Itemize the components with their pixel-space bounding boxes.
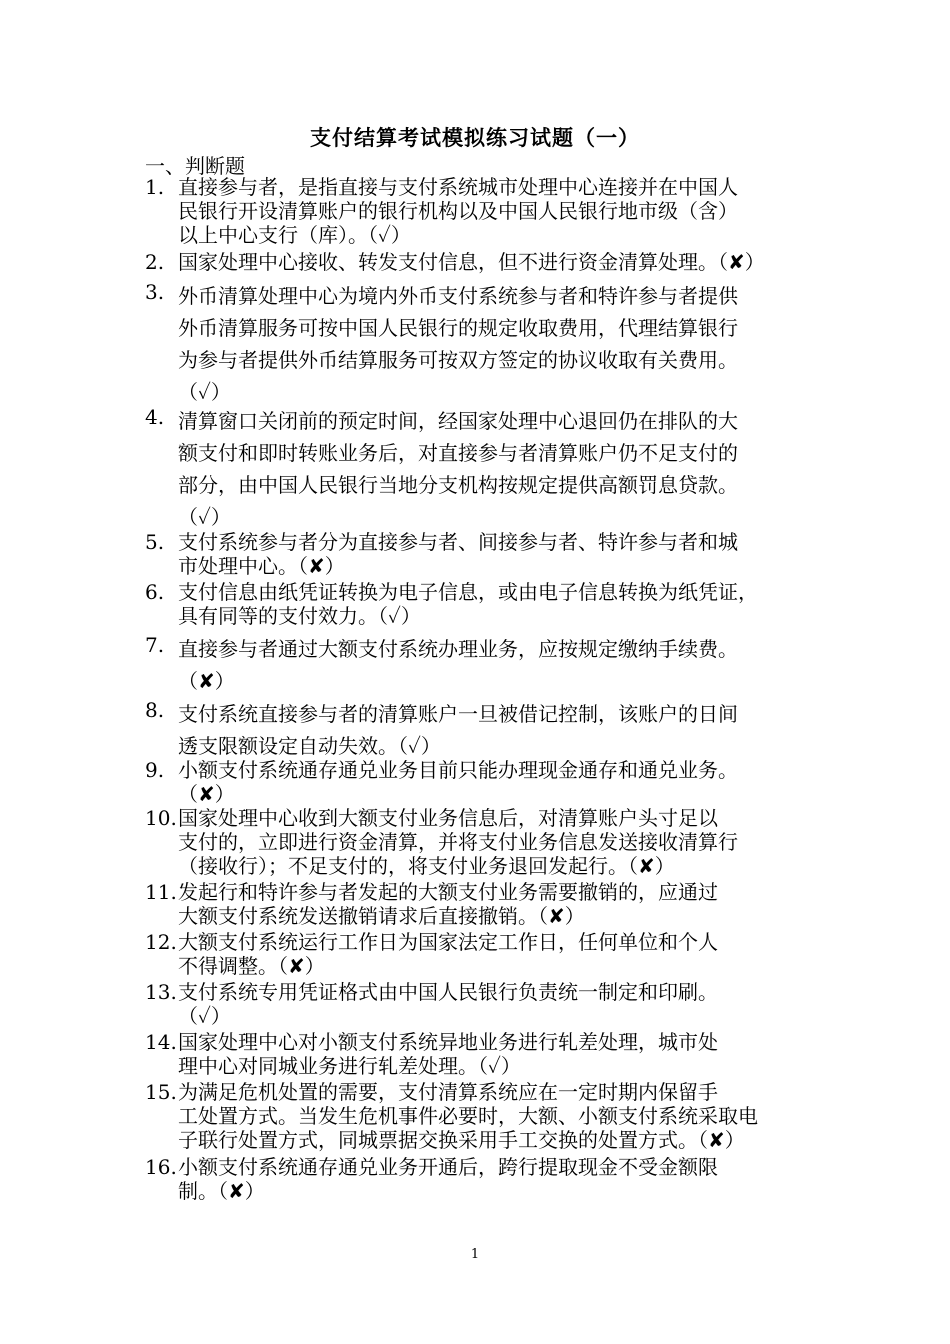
page-title: 支付结算考试模拟练习试题（一）	[310, 125, 640, 150]
question-line: 支付信息由纸凭证转换为电子信息，或由电子信息转换为纸凭证，	[178, 580, 758, 604]
question-line: 国家处理中心接收、转发支付信息，但不进行资金清算处理。（✘）	[178, 250, 765, 274]
question-number: 15.	[145, 1080, 177, 1104]
question-number: 6.	[145, 580, 165, 604]
question-text	[178, 280, 818, 408]
question-line: 小额支付系统通存通兑业务开通后，跨行提取现金不受金额限	[178, 1155, 718, 1179]
question-line: 外币清算处理中心为境内外币支付系统参与者和特许参与者提供	[178, 284, 738, 308]
question-line: 制。（✘）	[178, 1179, 265, 1203]
question-line: （接收行）；不足支付的，将支付业务退回发起行。（✘）	[178, 854, 675, 878]
question-text	[178, 405, 818, 533]
question-number: 8.	[145, 698, 165, 722]
question-line: 具有同等的支付效力。（✓）	[178, 604, 421, 628]
question-line: 直接参与者，是指直接与支付系统城市处理中心连接并在中国人	[178, 175, 738, 199]
question-text	[178, 930, 818, 978]
question-line: 支付系统参与者分为直接参与者、间接参与者、特许参与者和城	[178, 530, 738, 554]
question-number: 2.	[145, 250, 165, 274]
question-line: 民银行开设清算账户的银行机构以及中国人民银行地市级（含）	[178, 199, 738, 223]
question-number: 7.	[145, 633, 165, 657]
question-line: 清算窗口关闭前的预定时间，经国家处理中心退回仍在排队的大	[178, 409, 738, 433]
question-number: 13.	[145, 980, 177, 1004]
question-text	[178, 980, 818, 1028]
question-number: 12.	[145, 930, 177, 954]
question-line: 为满足危机处置的需要，支付清算系统应在一定时期内保留手	[178, 1080, 718, 1104]
question-text	[178, 698, 818, 762]
section-heading: 一、判断题	[145, 154, 245, 178]
question-number: 5.	[145, 530, 165, 554]
question-text	[178, 1030, 818, 1078]
question-text	[178, 250, 818, 274]
question-line: 大额支付系统运行工作日为国家法定工作日，任何单位和个人	[178, 930, 718, 954]
question-text	[178, 806, 818, 878]
question-number: 3.	[145, 280, 165, 304]
question-text	[178, 1155, 818, 1203]
question-number: 4.	[145, 405, 165, 429]
question-number: 10.	[145, 806, 177, 830]
question-line: 工处置方式。当发生危机事件必要时，大额、小额支付系统采取电	[178, 1104, 758, 1128]
question-text	[178, 633, 818, 697]
question-line: 小额支付系统通存通兑业务目前只能办理现金通存和通兑业务。	[178, 758, 738, 782]
question-line: 透支限额设定自动失效。（✓）	[178, 734, 441, 758]
question-text	[178, 1080, 818, 1152]
question-text	[178, 580, 818, 628]
question-line: 国家处理中心收到大额支付业务信息后，对清算账户头寸足以	[178, 806, 718, 830]
question-number: 9.	[145, 758, 165, 782]
question-line: 部分，由中国人民银行当地分支机构按规定提供高额罚息贷款。	[178, 473, 738, 497]
question-text	[178, 880, 818, 928]
question-number: 16.	[145, 1155, 177, 1179]
question-line: （✘）	[178, 782, 235, 806]
question-text	[178, 530, 818, 578]
question-line: 子联行处置方式，同城票据交换采用手工交换的处置方式。（✘）	[178, 1128, 745, 1152]
question-line: 不得调整。（✘）	[178, 954, 325, 978]
question-number: 11.	[145, 880, 177, 904]
question-text	[178, 758, 818, 806]
question-number: 14.	[145, 1030, 177, 1054]
question-line: 理中心对同城业务进行轧差处理。（✓）	[178, 1054, 521, 1078]
question-line: 支付系统专用凭证格式由中国人民银行负责统一制定和印刷。	[178, 980, 718, 1004]
question-line: 以上中心支行（库）。（✓）	[178, 223, 411, 247]
question-line: 额支付和即时转账业务后，对直接参与者清算账户仍不足支付的	[178, 441, 738, 465]
question-line: 支付系统直接参与者的清算账户一旦被借记控制，该账户的日间	[178, 702, 738, 726]
question-number: 1.	[145, 175, 165, 199]
question-text	[178, 175, 818, 247]
question-line: （✓）	[178, 380, 231, 404]
question-line: 大额支付系统发送撤销请求后直接撤销。（✘）	[178, 904, 585, 928]
question-line: 外币清算服务可按中国人民银行的规定收取费用，代理结算银行	[178, 316, 738, 340]
question-line: （✓）	[178, 1004, 231, 1028]
question-line: 为参与者提供外币结算服务可按双方签定的协议收取有关费用。	[178, 348, 738, 372]
question-line: 支付的，立即进行资金清算，并将支付业务信息发送接收清算行	[178, 830, 738, 854]
question-line: （✓）	[178, 505, 231, 529]
question-line: 发起行和特许参与者发起的大额支付业务需要撤销的，应通过	[178, 880, 718, 904]
question-line: 市处理中心。（✘）	[178, 554, 345, 578]
page-number: 1	[470, 1247, 480, 1262]
question-line: 国家处理中心对小额支付系统异地业务进行轧差处理，城市处	[178, 1030, 718, 1054]
question-line: （✘）	[178, 669, 235, 693]
question-line: 直接参与者通过大额支付系统办理业务，应按规定缴纳手续费。	[178, 637, 738, 661]
